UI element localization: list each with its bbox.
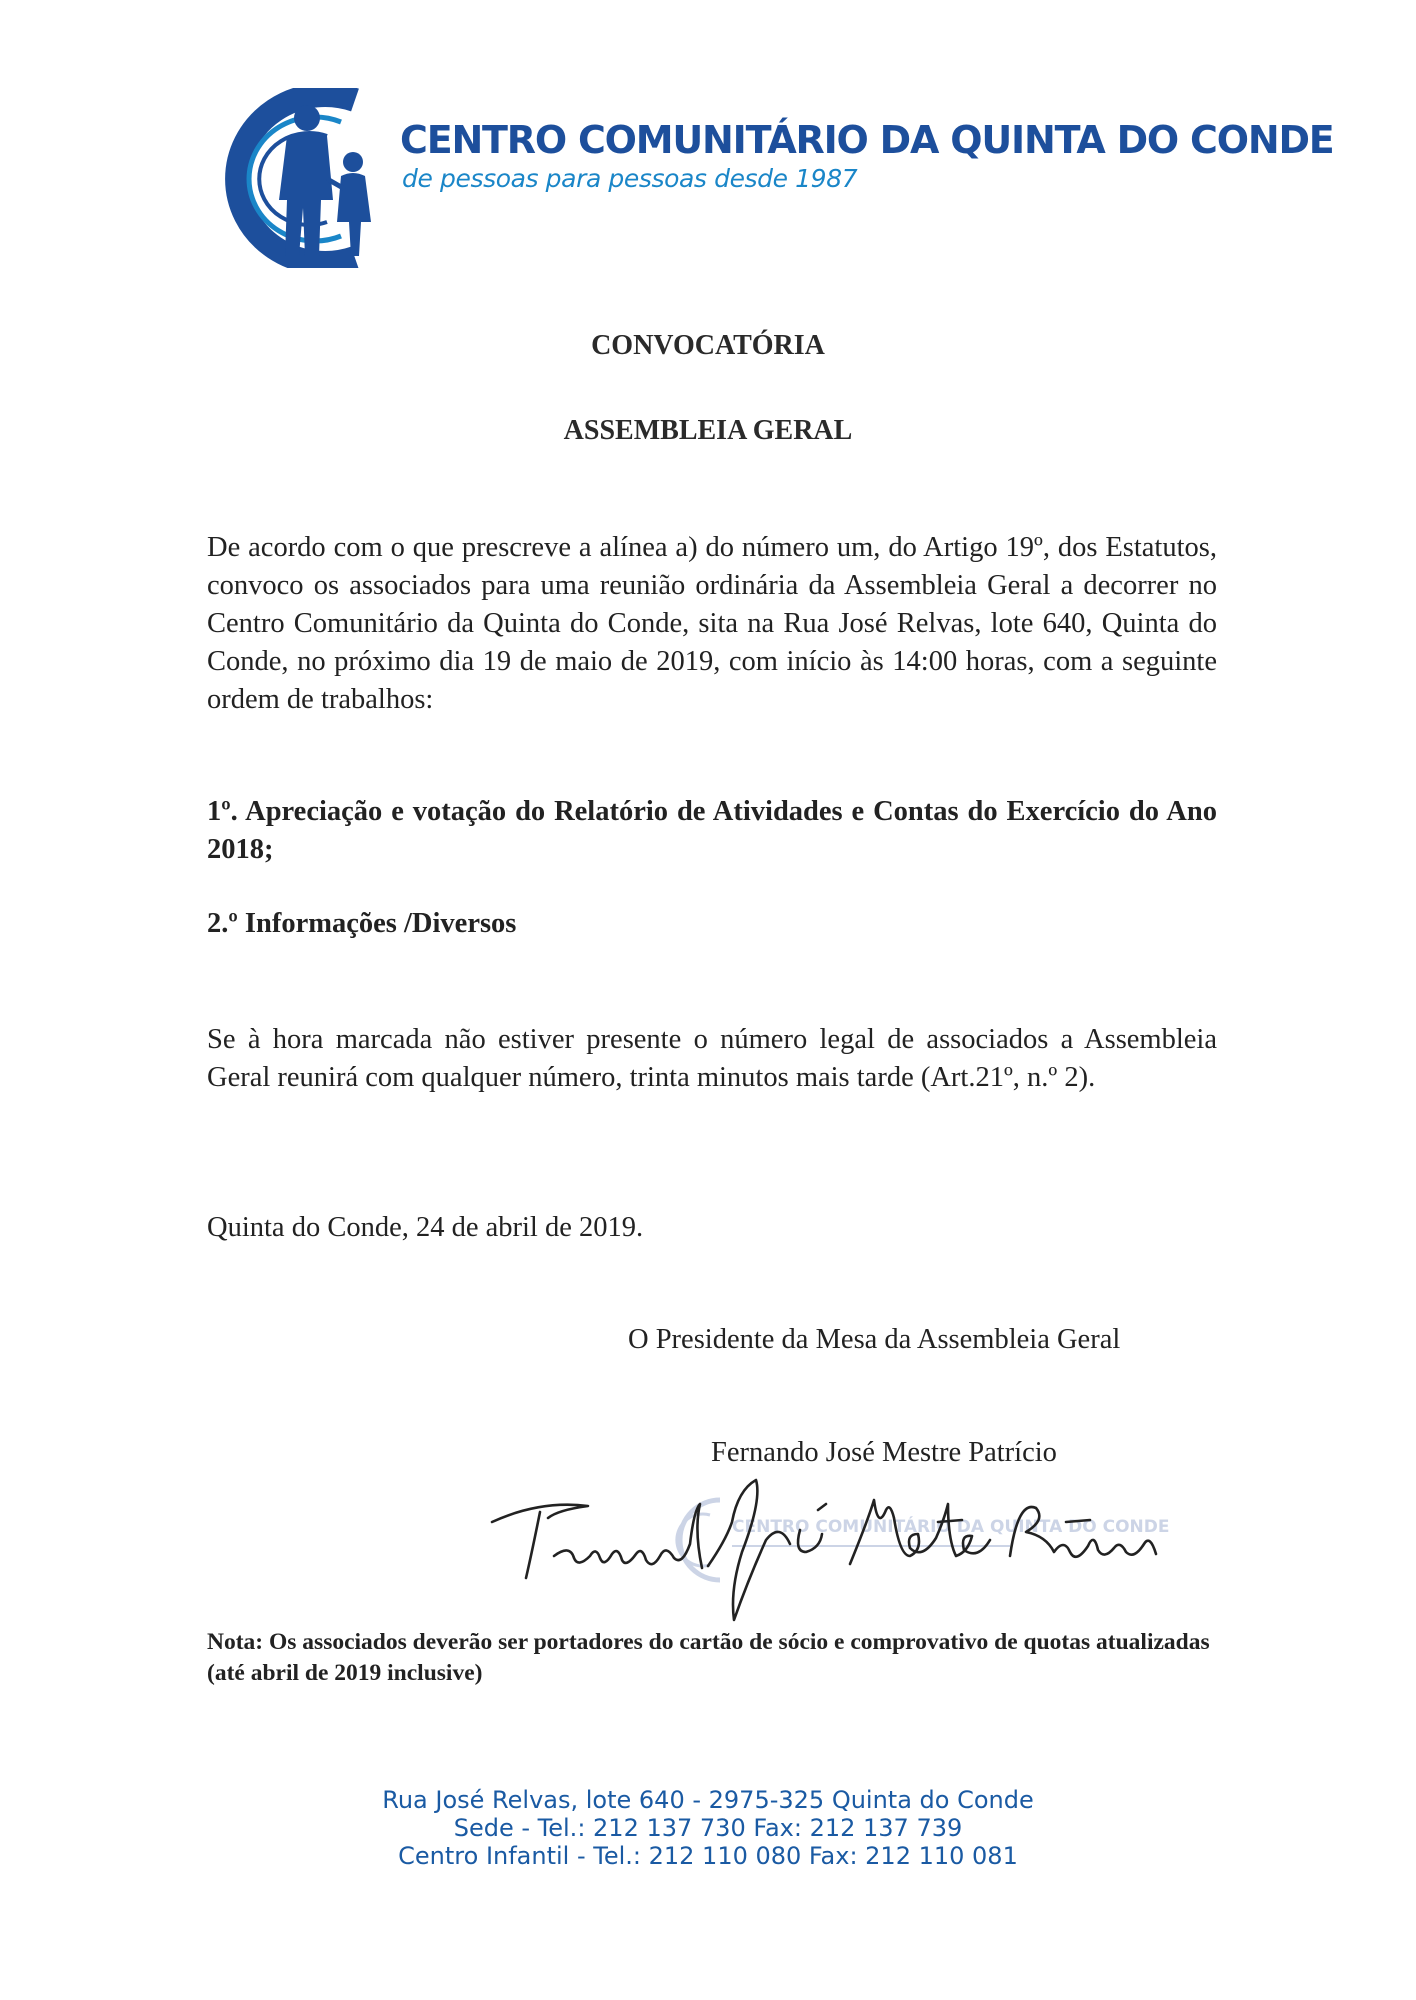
footer-childcare-line: Centro Infantil - Tel.: 212 110 080 Fax: 212 110 081 bbox=[398, 1842, 1018, 1870]
org-name: CENTRO COMUNITÁRIO DA QUINTA DO CONDE bbox=[400, 118, 1334, 162]
stamp-icon bbox=[677, 1500, 1170, 1580]
place-date: Quinta do Conde, 24 de abril de 2019. bbox=[207, 1212, 644, 1243]
agenda-item-2: 2.º Informações /Diversos bbox=[207, 908, 517, 939]
intro-paragraph: De acordo com o que prescreve a alínea a) do número um, do Artigo 19º, dos Estatutos, convoco os associados para uma reunião ordinária da Assembleia Geral a decorrer no Centro Comunitário da Quinta do Conde, sita na Rua José Relvas, lote 640, Quinta do Conde, no próximo dia 19 de maio de 2019, com início às 14:00 horas, com a seguinte ordem de trabalhos: bbox=[207, 532, 1217, 715]
footer-address bbox=[0, 1786, 1416, 1870]
quorum-paragraph: Se à hora marcada não estiver presente o número legal de associados a Assembleia Geral reunirá com qualquer número, trinta minutos mais tarde (Art.21º, n.º 2). bbox=[207, 1024, 1217, 1093]
signoff-name: Fernando José Mestre Patrício bbox=[711, 1437, 1057, 1468]
signoff-title: O Presidente da Mesa da Assembleia Geral bbox=[628, 1324, 1121, 1355]
handwritten-signature bbox=[470, 1460, 1190, 1640]
members-note: Nota: Os associados deverão ser portadores do cartão de sócio e comprovativo de quotas atualizadas (até abril de 2019 inclusive) bbox=[207, 1629, 1210, 1686]
footer-address-line: Rua José Relvas, lote 640 - 2975-325 Quinta do Conde bbox=[382, 1786, 1034, 1814]
org-tagline: de pessoas para pessoas desde 1987 bbox=[402, 164, 858, 193]
footer-phone-line: Sede - Tel.: 212 137 730 Fax: 212 137 739 bbox=[453, 1814, 963, 1842]
stamp-text: CENTRO COMUNITÁRIO DA QUINTA DO CONDE bbox=[732, 1517, 1170, 1537]
document-subtitle: ASSEMBLEIA GERAL bbox=[563, 415, 853, 446]
document-title: CONVOCATÓRIA bbox=[591, 330, 825, 361]
community-logo-icon bbox=[205, 88, 420, 268]
agenda-item-1: 1º. Apreciação e votação do Relatório de Atividades e Contas do Exercício do Ano 2018; bbox=[207, 796, 1217, 865]
